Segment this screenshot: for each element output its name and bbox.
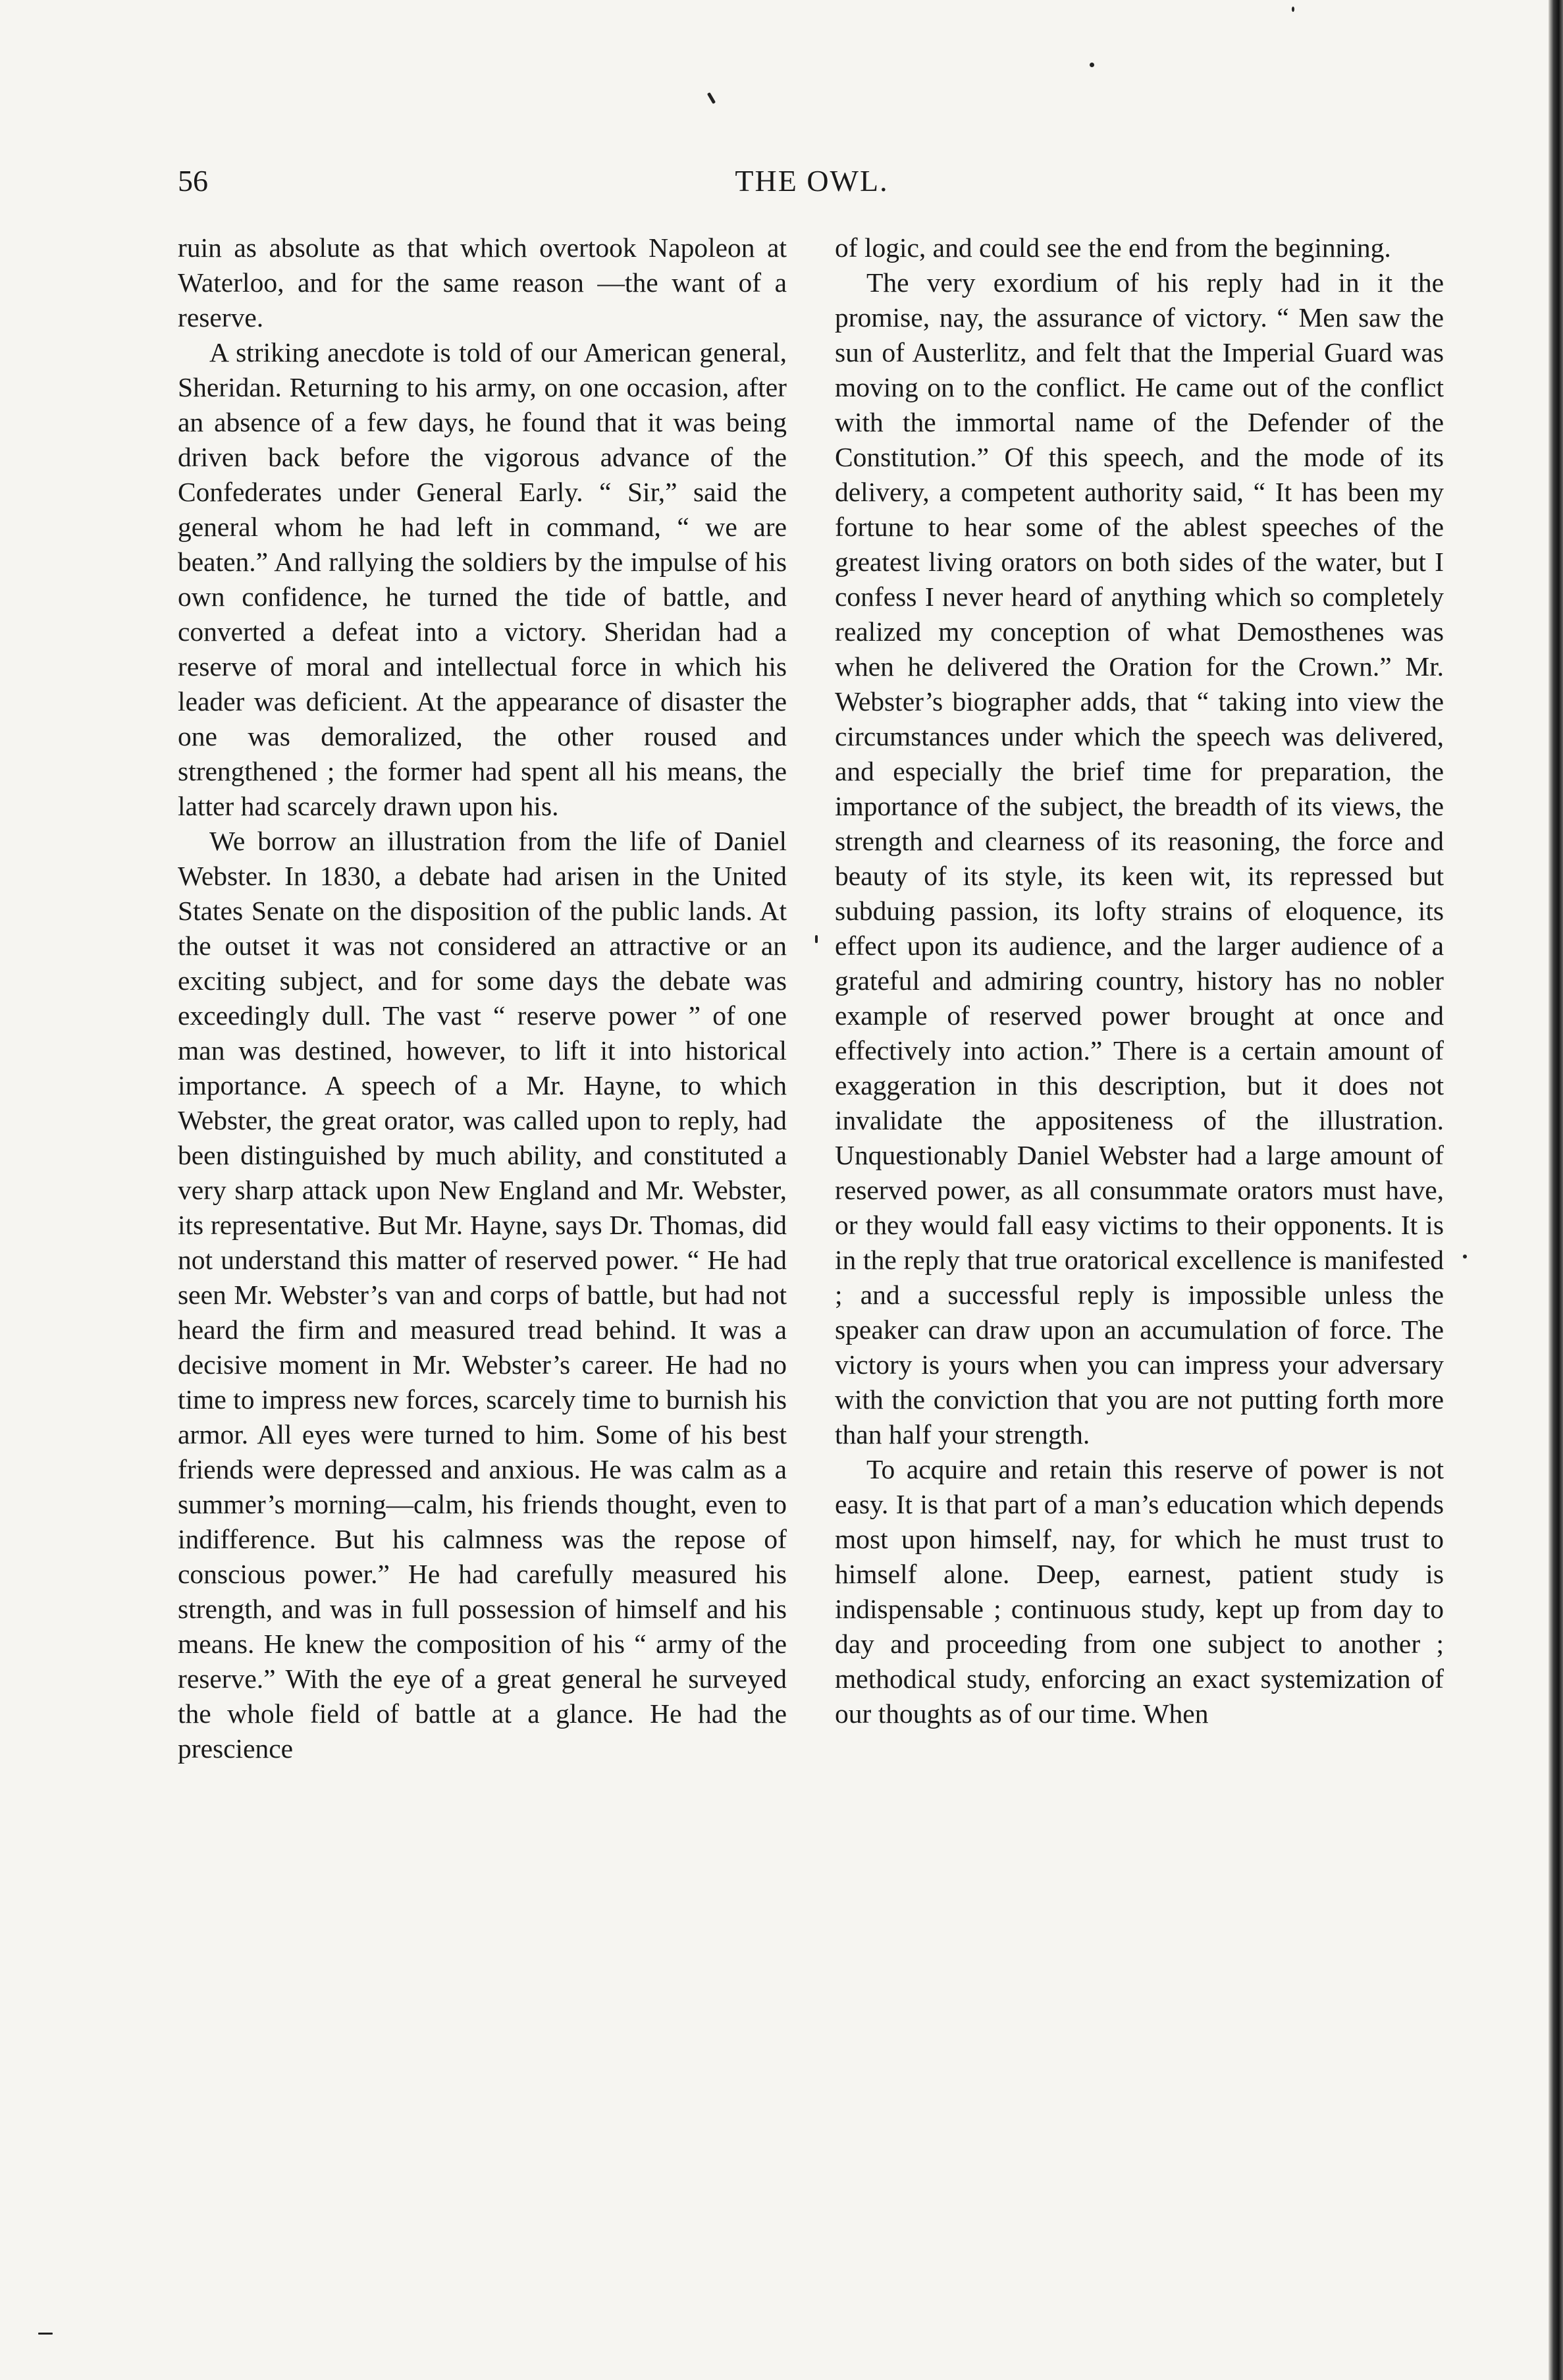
right-column: [835, 230, 1444, 1731]
ink-speck: [1090, 63, 1094, 67]
paragraph: We borrow an illustration from the life of Daniel Webster. In 1830, a debate had arisen in the United States Senate on the disposition of the public lands. At the outset it was not considered an attractive or an exciting subject, and for some days the debate was exceedingly dull. The vast “ reserve power ” of one man was destined, however, to lift it into historical importance. A speech of a Mr. Hayne, to which Webster, the great orator, was called upon to reply, had been distinguished by much ability, and constituted a very sharp attack upon New England and Mr. Webster, its representative. But Mr. Hayne, says Dr. Thomas, did not understand this matter of reserved power. “ He had seen Mr. Webster’s van and corps of battle, but had not heard the firm and measured tread behind. It was a decisive moment in Mr. Webster’s career. He had no time to impress new forces, scarcely time to burnish his armor. All eyes were turned to him. Some of his best friends were depressed and anxious. He was calm as a summer’s morning—calm, his friends thought, even to indifference. But his calmness was the repose of conscious power.” He had carefully measured his strength, and was in full possession of himself and his means. He knew the composition of his “ army of the reserve.” With the eye of a great general he surveyed the whole field of battle at a glance. He had the prescience: [178, 826, 787, 1764]
ink-speck: [707, 92, 716, 104]
paragraph: To acquire and retain this reserve of power is not easy. It is that part of a man’s education which depends most upon himself, nay, for which he must trust to himself alone. Deep, earnest, patient study is indispensable ; continuous study, kept up from day to day and proceeding from one subject to another ; methodical study, enforcing an exact systemization of our thoughts as of our time. When: [835, 1454, 1444, 1729]
ink-speck: [1463, 1255, 1467, 1258]
ink-speck: [1292, 7, 1294, 12]
ink-speck: [38, 2333, 53, 2335]
paragraph: A striking anecdote is told of our American general, Sheridan. Returning to his army, on one occasion, after an absence of a few days, he found that it was being driven back before the vigorous advance of the Confederates under General Early. “ Sir,” said the general whom he had left in command, “ we are beaten.” And rallying the soldiers by the impulse of his own confidence, he turned the tide of battle, and converted a defeat into a victory. Sheridan had a reserve of moral and intellectual force in which his leader was deficient. At the appearance of disaster the one was demoralized, the other roused and strengthened ; the former had spent all his means, the latter had scarcely drawn upon his.: [178, 337, 787, 821]
running-title: THE OWL.: [735, 164, 889, 198]
page-header: [178, 163, 1446, 209]
paragraph: The very exordium of his reply had in it the promise, nay, the assurance of victory. “ Men saw the sun of Austerlitz, and felt that the Imperial Guard was moving on to the conflict. He came out of the conflict with the immortal name of the Defender of the Constitution.” Of this speech, and the mode of its delivery, a competent authority said, “ It has been my fortune to hear some of the ablest speeches of the greatest living orators on both sides of the water, but I confess I never heard of anything which so completely realized my conception of what Demosthenes was when he delivered the Oration for the Crown.” Mr. Webster’s biographer adds, that “ taking into view the circumstances under which the speech was delivered, and especially the brief time for preparation, the importance of the subject, the breadth of its views, the strength and clearness of its reasoning, the force and beauty of its style, its keen wit, its repressed but subduing passion, its lofty strains of eloquence, its effect upon its audience, and the larger audience of a grateful and admiring country, history has no nobler example of reserved power brought at once and effectively into action.” There is a certain amount of exaggeration in this description, but it does not invalidate the appositeness of the illustration. Unquestionably Daniel Webster had a large amount of reserved power, as all consummate orators must have, or they would fall easy victims to their opponents. It is in the reply that true oratorical excellence is manifested ; and a successful reply is impossible unless the speaker can draw upon an accumulation of force. The victory is yours when you can impress your adversary with the conviction that you are not putting forth more than half your strength.: [835, 267, 1444, 1449]
ink-speck: [815, 935, 818, 943]
page-number: 56: [178, 164, 208, 198]
paragraph: ruin as absolute as that which overtook Napoleon at Waterloo, and for the same reason —the want of a reserve.: [178, 232, 787, 333]
paragraph: of logic, and could see the end from the beginning.: [835, 232, 1391, 263]
page-edge-shadow: [1549, 0, 1563, 2380]
left-column: [178, 230, 787, 1766]
